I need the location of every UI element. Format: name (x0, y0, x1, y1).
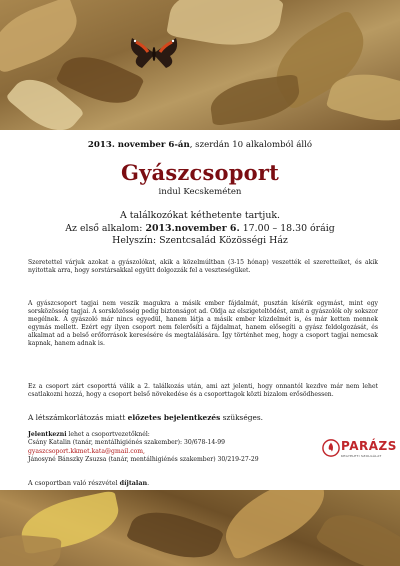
autumn-leaves-photo-bottom (0, 490, 400, 566)
autumn-leaves-photo-top (0, 0, 400, 130)
logo-tagline: KEGYELETI SZOLGÁLAT (341, 454, 382, 458)
poster-content (0, 130, 400, 490)
logo-name: PARÁZS (341, 439, 397, 453)
free-of-charge: díjtalan (119, 479, 148, 487)
date-line (0, 140, 400, 150)
contact-person-2: Jánosyné Bánszky Zsuzsa (tanár, mentálhigiénés szakember) 30/219-27-29 (28, 455, 259, 463)
schedule-first-session: Az első alkalom: 2013.november 6. 17.00 – 18.30 óráig (65, 222, 335, 234)
description-paragraph: A gyászcsoport tagjai nem veszik magukra a másik ember fájdalmát, pusztán kísérik egymást, mint egy sorsközösség tagjai. A sorsközösség pedig biztonságot ad. Oldja az elszigeteltödést, amit a gyászolók oly sokszor megélnek. A gyászoló már nincs egyedül, hanem látja a másik ember küzdelmét is, és már ketten mennek egymás mellett. Ezért egy ilyen csoport nem felerősíti a fájdalmat, hanem elősegíti a gyász feldolgozását, és alkalmat ad a belső erőforrások keresésére és megtalálására. Így történhet meg, hogy a csoport tagjai nemcsak kapnak, hanem adnak is. (28, 300, 378, 348)
flame-circle-icon (322, 439, 340, 457)
contacts-block (28, 431, 278, 464)
subtitle: indul Kecskeméten (158, 187, 242, 197)
schedule-location: Helyszín: Szentcsalád Közösségi Ház (112, 235, 288, 246)
butterfly-image (128, 36, 180, 70)
closed-group-paragraph: Ez a csoport zárt csoporttá válik a 2. találkozás után, ami azt jelenti, hogy onnantól kezdve már nem lehet csatlakozni hozzá, hogy a csoport belső növekedése és a csoporttagok közti bizalom erősödhessen. (28, 383, 378, 399)
schedule-block (0, 210, 400, 248)
registration-notice: A létszámkorlátozás miatt előzetes bejelentkezés szükséges. (28, 413, 263, 422)
intro-paragraph: Szeretettel várjuk azokat a gyászolókat, akik a közelmúltban (3-15 hónap) veszették el szeretteiket, és akik nyitottak arra, hogy sorstársakkal együtt dolgozzák fel a veszteségüket. (28, 259, 378, 275)
contact-email-link[interactable]: gyaszcsoport.kkmet.kata@gmail.com, (28, 447, 145, 455)
first-session-date: 2013.november 6. (145, 222, 240, 234)
contact-person-1: Csány Katalin (tanár, mentálhigiénés szakember): 30/678-14-99 (28, 439, 226, 447)
schedule-frequency: A találkozókat kéthetente tartjuk. (119, 210, 281, 221)
parazs-logo (322, 436, 397, 466)
date-highlight: 2013. november 6-án (87, 140, 190, 150)
page-title: Gyászcsoport (121, 160, 279, 185)
date-rest: , szerdán 10 alkalomból álló (189, 140, 313, 150)
participation-note: A csoportban való részvétel díjtalan. (28, 479, 150, 487)
registration-required: előzetes bejelentkezés (127, 413, 221, 422)
contacts-heading: Jelentkezni lehet a csoportvezetőknél: (28, 431, 150, 438)
